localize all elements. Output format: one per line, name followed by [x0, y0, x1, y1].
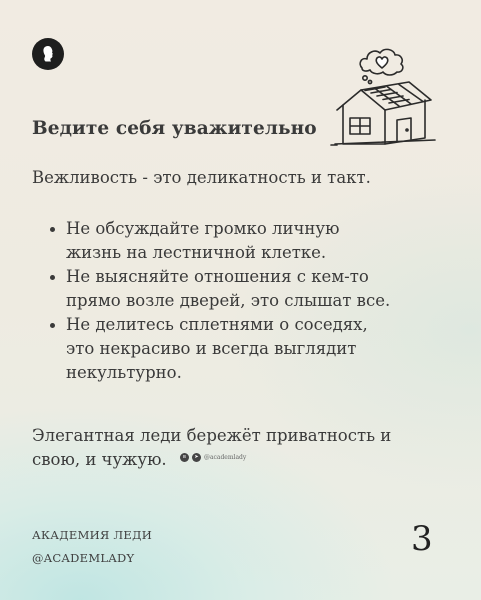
closing-line: Элегантная леди бережёт приватность и	[32, 426, 392, 445]
bullet-dot	[50, 227, 55, 232]
lady-silhouette-icon	[32, 38, 64, 70]
bullet-dot	[50, 275, 55, 280]
intro-text: Вежливость - это деликатность и такт.	[32, 168, 371, 187]
list-item	[50, 313, 390, 385]
list-item-line: некультурно.	[66, 363, 182, 382]
list-item-line: Не обсуждайте громко личную	[66, 219, 340, 238]
telegram-icon: ➤	[192, 453, 201, 462]
vk-icon: в	[180, 453, 189, 462]
list-item-line: Не делитесь сплетнями о соседях,	[66, 315, 368, 334]
page-title: Ведите себя уважительно	[32, 118, 317, 139]
list-item-line: Не выясняйте отношения с кем-то	[66, 267, 369, 286]
list-item	[50, 217, 390, 265]
watermark	[180, 446, 246, 470]
brand-name: АКАДЕМИЯ ЛЕДИ	[32, 528, 153, 542]
list-item-line: прямо возле дверей, это слышат все.	[66, 291, 391, 310]
list-item-line: жизнь на лестничной клетке.	[66, 243, 327, 262]
list-item-line: это некрасиво и всегда выглядит	[66, 339, 357, 358]
tips-list	[50, 217, 390, 385]
watermark-text: @academlady	[203, 453, 247, 461]
bullet-dot	[50, 323, 55, 328]
closing-line	[32, 448, 391, 473]
closing-line-text: свою, и чужую.	[32, 450, 167, 469]
closing-text	[32, 424, 391, 473]
lady-silhouette-graphic	[37, 43, 59, 65]
page-number: 3	[411, 519, 433, 559]
brand-handle: @ACADEMLADY	[32, 551, 135, 565]
house-with-heart-cloud-icon	[325, 40, 445, 155]
list-item	[50, 265, 390, 313]
